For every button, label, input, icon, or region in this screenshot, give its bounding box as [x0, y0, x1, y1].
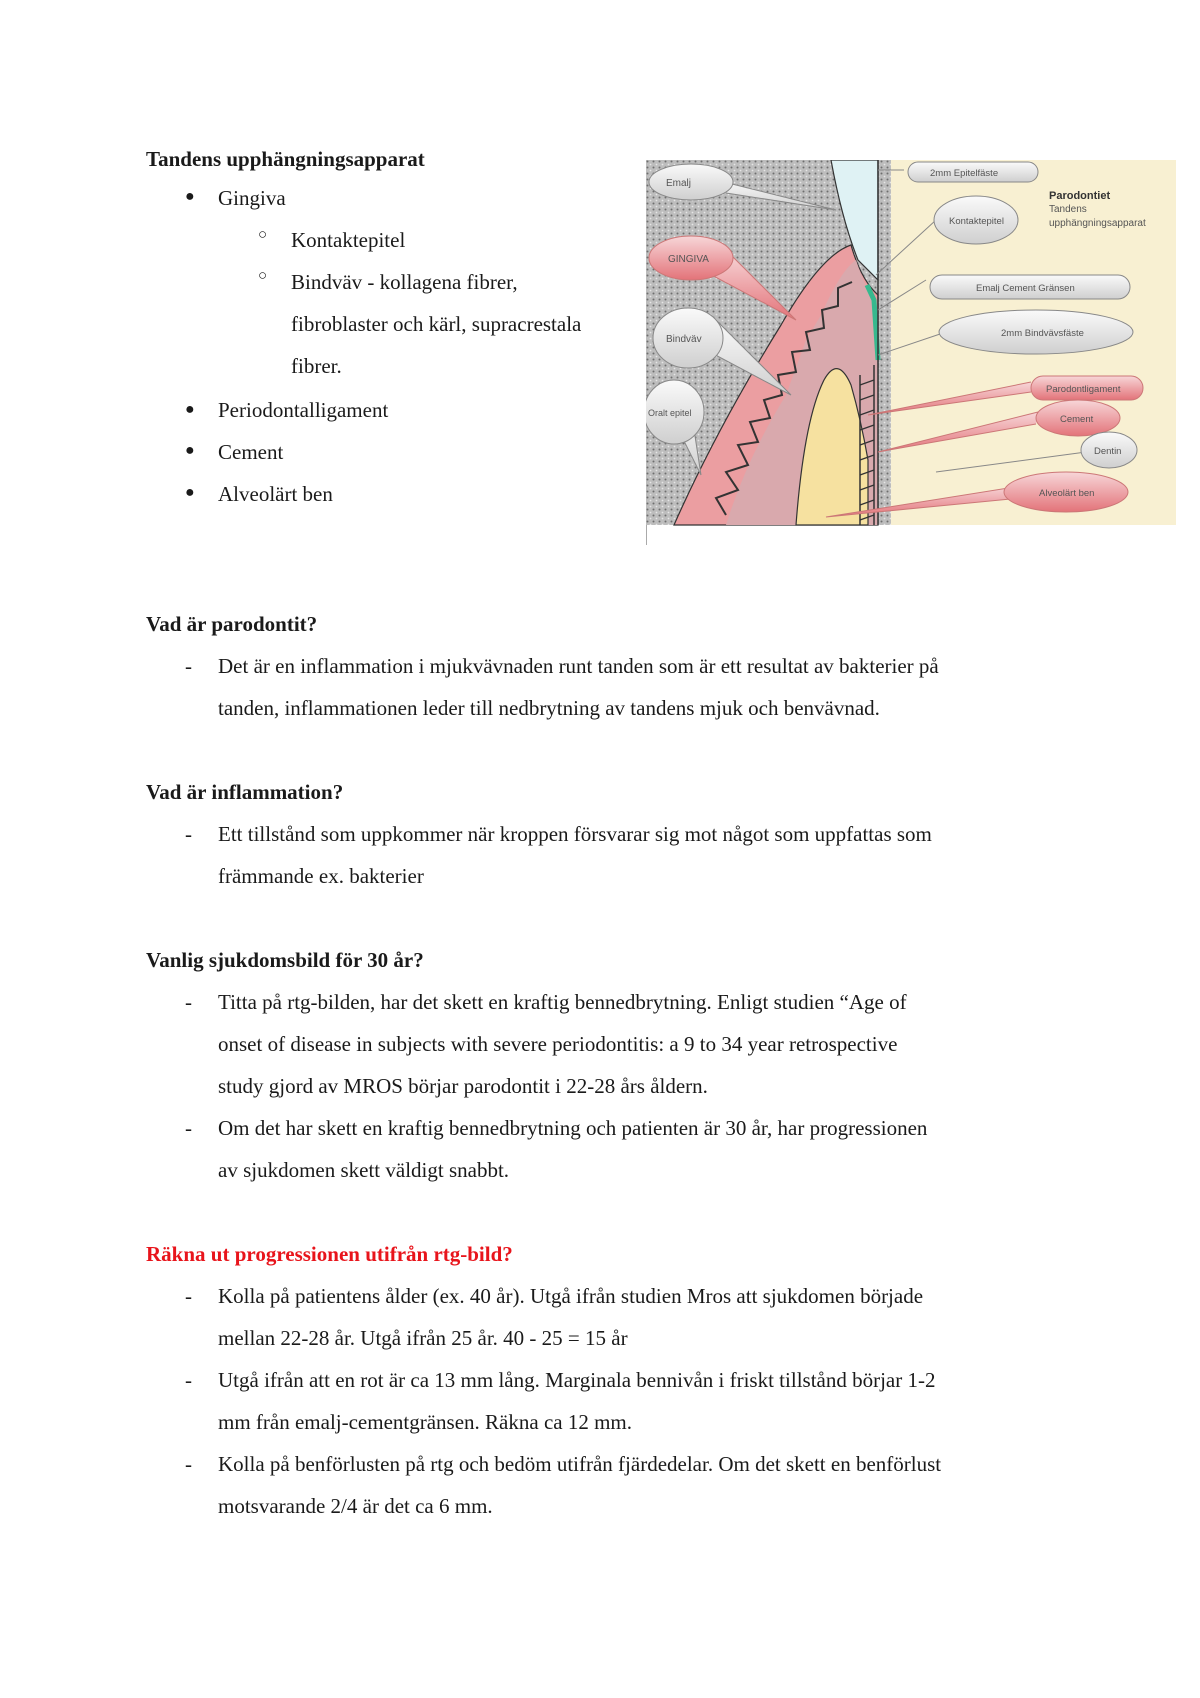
dash-bullet: - — [185, 1452, 192, 1476]
list-item: Periodontalligament — [218, 398, 389, 422]
paragraph-line: mellan 22-28 år. Utgå ifrån 25 år. 40 - 25 = 15 år — [218, 1326, 628, 1350]
paragraph-line: Kolla på benförlusten på rtg och bedöm utifrån fjärdedelar. Om det skett en benförlust — [218, 1452, 942, 1476]
svg-text:2mm Epitelfäste: 2mm Epitelfäste — [930, 168, 999, 179]
sub-list-item: Bindväv - kollagena fibrer, — [291, 270, 518, 294]
list-item: Alveolärt ben — [218, 482, 333, 506]
paragraph-line: Utgå ifrån att en rot är ca 13 mm lång. Marginala bennivån i friskt tillstånd börjar 1-2 — [218, 1368, 936, 1392]
paragraph-line: Kolla på patientens ålder (ex. 40 år). Utgå ifrån studien Mros att sjukdomen började — [218, 1284, 924, 1308]
section-heading-upphangning: Tandens upphängningsapparat — [146, 147, 425, 171]
bullet-icon: ● — [185, 401, 195, 418]
paragraph-line: motsvarande 2/4 är det ca 6 mm. — [218, 1494, 493, 1518]
list-item: Gingiva — [218, 186, 286, 210]
sub-list-item-cont: fibrer. — [291, 354, 342, 378]
section-heading-parodontit: Vad är parodontit? — [146, 612, 318, 636]
dash-bullet: - — [185, 990, 192, 1014]
dash-bullet: - — [185, 1284, 192, 1308]
list-item: Cement — [218, 440, 284, 464]
section-heading-inflammation: Vad är inflammation? — [146, 780, 344, 804]
paragraph-line: Om det har skett en kraftig bennedbrytning och patienten är 30 år, har progressionen — [218, 1116, 928, 1140]
paragraph-line: study gjord av MROS börjar parodontit i 22-28 års åldern. — [218, 1074, 708, 1098]
svg-text:Bindväv: Bindväv — [666, 334, 702, 345]
parodontium-diagram — [646, 160, 1176, 545]
diagram-subtitle-2: upphängningsapparat — [1049, 218, 1146, 229]
paragraph-line: mm från emalj-cementgränsen. Räkna ca 12 mm. — [218, 1410, 633, 1434]
svg-text:GINGIVA: GINGIVA — [668, 254, 709, 265]
section-heading-sjukdomsbild: Vanlig sjukdomsbild för 30 år? — [146, 948, 424, 972]
diagram-subtitle-1: Tandens — [1049, 204, 1087, 215]
svg-text:Emalj: Emalj — [666, 178, 692, 189]
section-heading-progression: Räkna ut progressionen utifrån rtg-bild? — [146, 1242, 513, 1266]
svg-text:Dentin: Dentin — [1094, 446, 1122, 457]
bullet-icon: ● — [185, 484, 195, 501]
dash-bullet: - — [185, 1116, 192, 1140]
sub-list-item: Kontaktepitel — [291, 228, 406, 252]
svg-text:2mm Bindvävsfäste: 2mm Bindvävsfäste — [1001, 328, 1084, 339]
paragraph-line: Titta på rtg-bilden, har det skett en kraftig bennedbrytning. Enligt studien “Age of — [218, 990, 907, 1014]
circle-bullet-icon: ○ — [258, 268, 268, 284]
paragraph-line: främmande ex. bakterier — [218, 864, 424, 888]
dash-bullet: - — [185, 1368, 192, 1392]
paragraph-line: Det är en inflammation i mjukvävnaden runt tanden som är ett resultat av bakterier på — [218, 654, 939, 678]
svg-text:Emalj Cement Gränsen: Emalj Cement Gränsen — [976, 283, 1075, 294]
paragraph-line: Ett tillstånd som uppkommer när kroppen försvarar sig mot något som uppfattas som — [218, 822, 932, 846]
svg-text:Cement: Cement — [1060, 414, 1094, 425]
svg-text:Oralt epitel: Oralt epitel — [648, 408, 692, 418]
svg-text:Alveolärt ben: Alveolärt ben — [1039, 488, 1095, 499]
dash-bullet: - — [185, 822, 192, 846]
paragraph-line: onset of disease in subjects with severe periodontitis: a 9 to 34 year retrospective — [218, 1032, 898, 1056]
sub-list-item-cont: fibroblaster och kärl, supracrestala — [291, 312, 582, 336]
svg-text:Kontaktepitel: Kontaktepitel — [949, 216, 1004, 227]
bullet-icon: ● — [185, 188, 195, 205]
svg-text:Parodontligament: Parodontligament — [1046, 384, 1121, 395]
circle-bullet-icon: ○ — [258, 227, 268, 243]
diagram-title: Parodontiet — [1049, 190, 1111, 202]
bullet-icon: ● — [185, 442, 195, 459]
dash-bullet: - — [185, 654, 192, 678]
paragraph-line: tanden, inflammationen leder till nedbrytning av tandens mjuk och benvävnad. — [218, 696, 880, 720]
paragraph-line: av sjukdomen skett väldigt snabbt. — [218, 1158, 510, 1182]
